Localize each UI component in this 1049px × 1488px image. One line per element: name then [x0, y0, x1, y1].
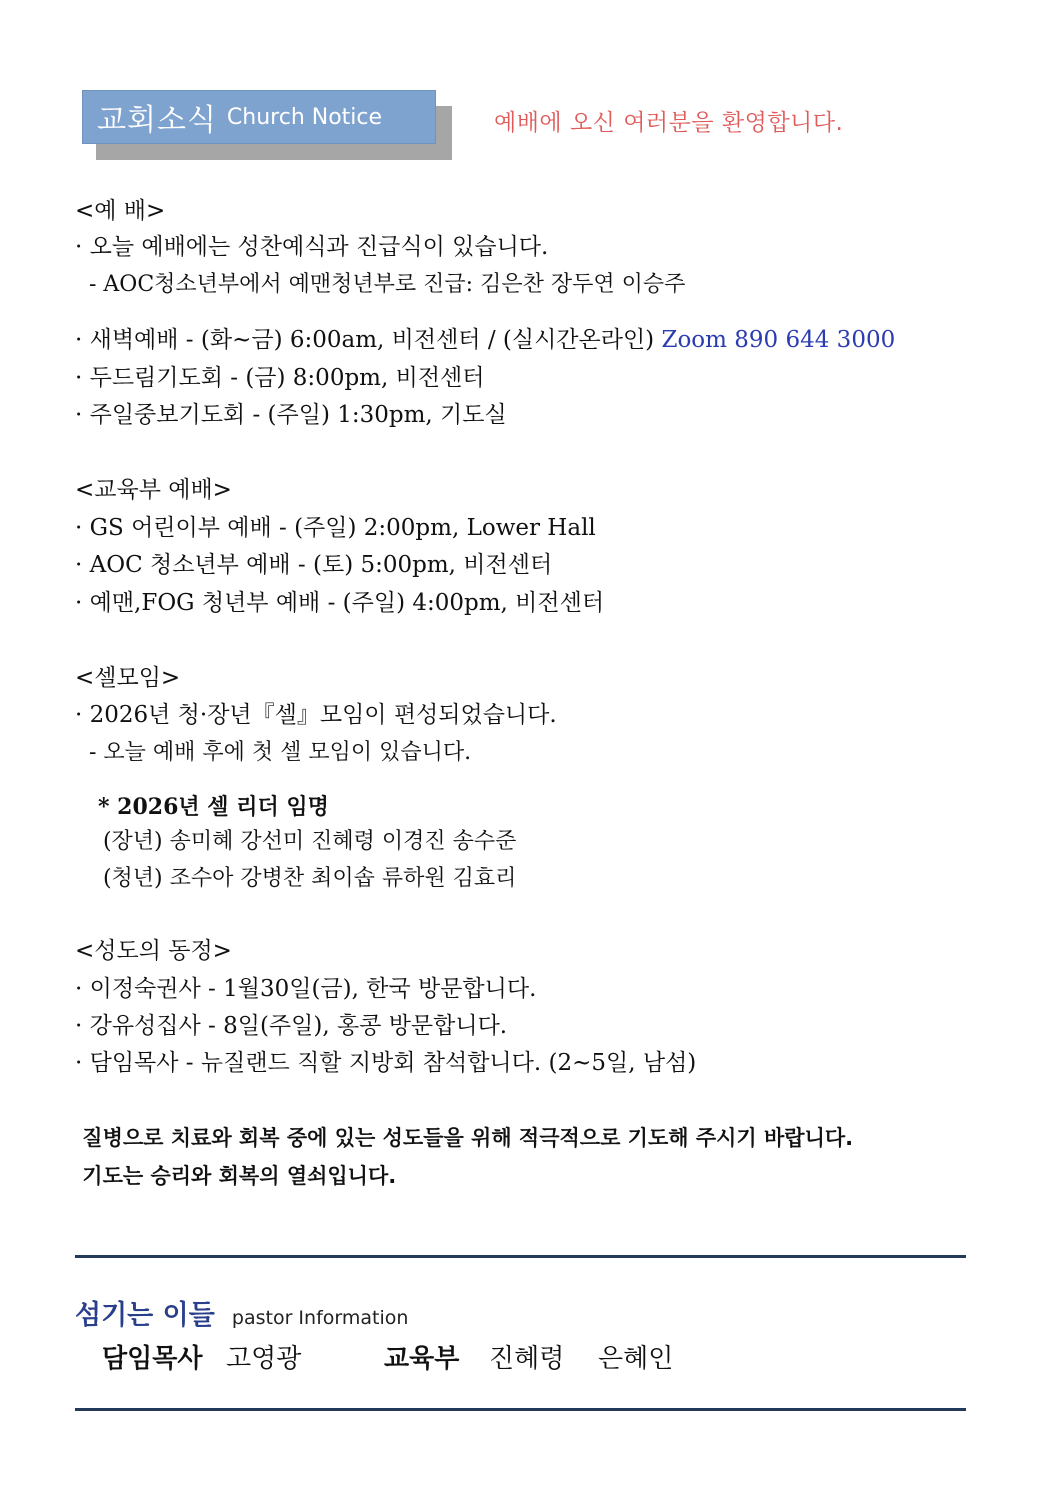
- divider-top: [75, 1255, 966, 1258]
- cell-leaders-title: * 2026년 셀 리더 임명: [75, 794, 329, 820]
- education-line-1: · GS 어린이부 예배 - (주일) 2:00pm, Lower Hall: [75, 515, 596, 541]
- worship-line-5: · 주일중보기도회 - (주일) 1:30pm, 기도실: [75, 402, 507, 428]
- serving-subtitle: pastor Information: [231, 1307, 409, 1329]
- members-heading: <성도의 동정>: [75, 938, 232, 964]
- members-line-3: · 담임목사 - 뉴질랜드 직할 지방회 참석합니다. (2~5일, 남섬): [75, 1050, 697, 1076]
- cell-line-1: · 2026년 청·장년『셀』모임이 편성되었습니다.: [75, 702, 557, 728]
- zoom-id: Zoom 890 644 3000: [661, 327, 896, 353]
- cell-line-3: (장년) 송미혜 강선미 진혜령 이경진 송수준: [75, 829, 517, 854]
- cell-line-4: (청년) 조수아 강병찬 최이솝 류하원 김효리: [75, 866, 517, 891]
- prayer-line-2: 기도는 승리와 회복의 열쇠입니다.: [75, 1164, 397, 1188]
- serving-title-block: [75, 1293, 408, 1332]
- worship-line-2: - AOC청소년부에서 예맨청년부로 진급: 김은찬 장두연 이승주: [75, 272, 686, 297]
- pastor-name: 고영광: [226, 1344, 302, 1374]
- cell-line-2: - 오늘 예배 후에 첫 셀 모임이 있습니다.: [75, 740, 472, 765]
- worship-line-4: · 두드림기도회 - (금) 8:00pm, 비전센터: [75, 365, 485, 391]
- education-line-3: · 예맨,FOG 청년부 예배 - (주일) 4:00pm, 비전센터: [75, 590, 605, 616]
- worship-line-3: [75, 325, 895, 355]
- divider-bottom: [75, 1408, 966, 1411]
- header-subtitle: Church Notice: [226, 104, 383, 130]
- edu-name-2: 은혜인: [598, 1344, 674, 1374]
- members-line-2: · 강유성집사 - 8일(주일), 홍콩 방문합니다.: [75, 1013, 508, 1039]
- edu-name-1: 진혜령: [489, 1344, 565, 1374]
- serving-title: 섬기는 이들: [75, 1300, 215, 1331]
- worship-line-1: · 오늘 예배에는 성찬예식과 진급식이 있습니다.: [75, 234, 549, 260]
- education-heading: <교육부 예배>: [75, 477, 232, 503]
- education-line-2: · AOC 청소년부 예배 - (토) 5:00pm, 비전센터: [75, 552, 553, 578]
- header-title: 교회소식: [97, 103, 217, 138]
- pastor-label: 담임목사: [102, 1344, 203, 1374]
- welcome-message: 예배에 오신 여러분을 환영합니다.: [494, 110, 844, 136]
- prayer-line-1: 질병으로 치료와 회복 중에 있는 성도들을 위해 적극적으로 기도해 주시기 바랍니다.: [75, 1126, 854, 1150]
- worship-line-3-text: · 새벽예배 - (화~금) 6:00am, 비전센터 / (실시간온라인): [75, 327, 662, 353]
- members-line-1: · 이정숙권사 - 1월30일(금), 한국 방문합니다.: [75, 976, 537, 1002]
- header-banner: [82, 90, 436, 144]
- edu-label: 교육부: [384, 1344, 460, 1374]
- worship-heading: <예 배>: [75, 198, 166, 224]
- cell-heading: <셀모임>: [75, 665, 181, 691]
